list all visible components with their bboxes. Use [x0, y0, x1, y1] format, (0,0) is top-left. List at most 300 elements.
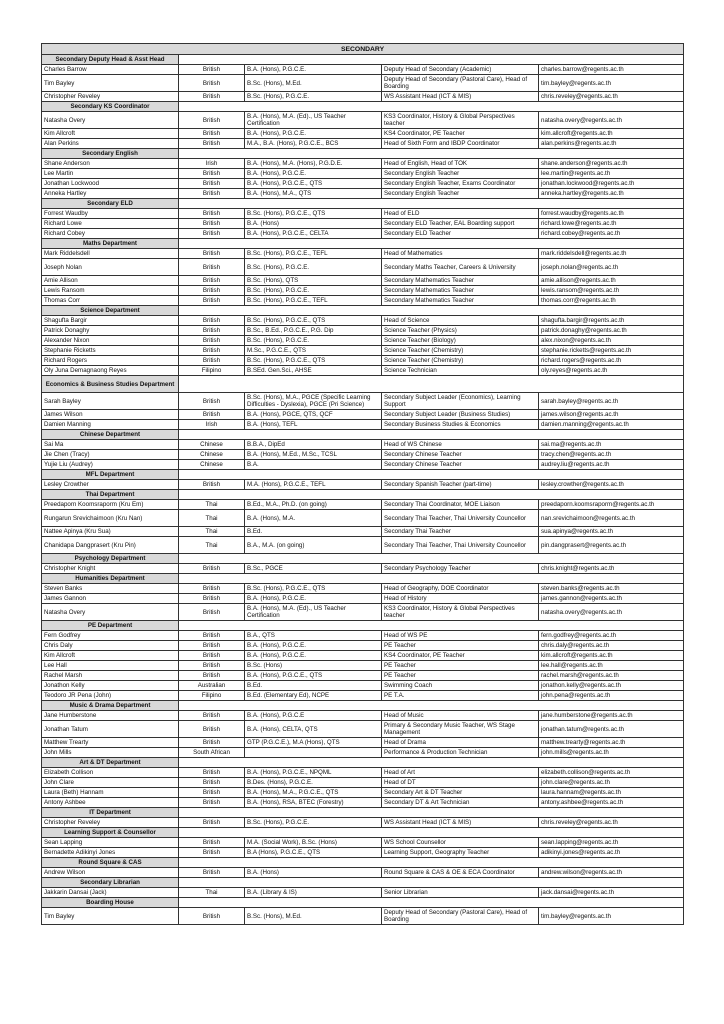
email-cell: kim.allcroft@regents.ac.th — [539, 651, 684, 661]
section-header-blank — [179, 490, 684, 500]
table-row — [42, 393, 684, 410]
email-cell: jonathon.kelly@regents.ac.th — [539, 681, 684, 691]
qualifications-cell: B.A. (Hons), P.G.C.E. — [245, 594, 382, 604]
table-row — [42, 346, 684, 356]
staff-name-cell: Antony Ashbee — [42, 798, 179, 808]
nationality-cell: Irish — [179, 159, 245, 169]
table-row — [42, 209, 684, 219]
email-cell: chris.reveley@regents.ac.th — [539, 818, 684, 828]
nationality-cell: British — [179, 356, 245, 366]
email-cell: sai.ma@regents.ac.th — [539, 440, 684, 450]
staff-name-cell: Richard Lowe — [42, 219, 179, 229]
table-row — [42, 711, 684, 721]
position-cell: Head of Drama — [382, 738, 539, 748]
table-row — [42, 868, 684, 878]
nationality-cell: Thai — [179, 500, 245, 510]
position-cell: Science Technician — [382, 366, 539, 376]
qualifications-cell: B.A. (Library & IS) — [245, 888, 382, 898]
staff-name-cell: Teodoro JR Pena (John) — [42, 691, 179, 701]
section-header-row — [42, 574, 684, 584]
position-cell: Secondary Thai Teacher — [382, 527, 539, 537]
email-cell: lesley.crowther@regents.ac.th — [539, 480, 684, 490]
qualifications-cell: B.A. (Hons), P.G.C.E. — [245, 129, 382, 139]
nationality-cell: British — [179, 259, 245, 276]
email-cell: jack.dansai@regents.ac.th — [539, 888, 684, 898]
section-heading: Secondary English — [42, 149, 179, 159]
nationality-cell: British — [179, 346, 245, 356]
qualifications-cell: B.A. (Hons), P.G.C.E., CELTA — [245, 229, 382, 239]
staff-name-cell: Kim Allcroft — [42, 129, 179, 139]
page-title: SECONDARY — [42, 44, 684, 55]
table-row — [42, 219, 684, 229]
staff-name-cell: Jonathan Tatum — [42, 721, 179, 738]
email-cell: charles.barrow@regents.ac.th — [539, 65, 684, 75]
section-header-row — [42, 701, 684, 711]
table-row — [42, 480, 684, 490]
qualifications-cell: B.A. (Hons), P.G.C.E., QTS — [245, 671, 382, 681]
email-cell: jonathan.tatum@regents.ac.th — [539, 721, 684, 738]
nationality-cell: British — [179, 249, 245, 259]
position-cell: Secondary Mathematics Teacher — [382, 286, 539, 296]
email-cell: fern.godfrey@regents.ac.th — [539, 631, 684, 641]
nationality-cell: British — [179, 584, 245, 594]
position-cell: PE Teacher — [382, 671, 539, 681]
section-heading: Science Department — [42, 306, 179, 316]
nationality-cell: British — [179, 641, 245, 651]
section-header-row — [42, 199, 684, 209]
staff-name-cell: John Clare — [42, 778, 179, 788]
email-cell: chris.reveley@regents.ac.th — [539, 92, 684, 102]
staff-name-cell: Alan Perkins — [42, 139, 179, 149]
section-heading: Maths Department — [42, 239, 179, 249]
section-header-blank — [179, 239, 684, 249]
section-heading: Chinese Department — [42, 430, 179, 440]
nationality-cell: British — [179, 129, 245, 139]
email-cell: rachel.marsh@regents.ac.th — [539, 671, 684, 681]
table-row — [42, 179, 684, 189]
email-cell: amie.allison@regents.ac.th — [539, 276, 684, 286]
qualifications-cell: B.A. (Hons), P.G.C.E., NPQML — [245, 768, 382, 778]
staff-name-cell: Elizabeth Collison — [42, 768, 179, 778]
staff-name-cell: Shane Anderson — [42, 159, 179, 169]
position-cell: Science Teacher (Biology) — [382, 336, 539, 346]
table-row — [42, 326, 684, 336]
nationality-cell: British — [179, 209, 245, 219]
position-cell: Swimming Coach — [382, 681, 539, 691]
qualifications-cell: B.A. (Hons), RSA, BTEC (Forestry) — [245, 798, 382, 808]
qualifications-cell: B.A., QTS — [245, 631, 382, 641]
nationality-cell: British — [179, 75, 245, 92]
nationality-cell: British — [179, 721, 245, 738]
table-row — [42, 450, 684, 460]
email-cell: kim.allcroft@regents.ac.th — [539, 129, 684, 139]
email-cell: james.wilson@regents.ac.th — [539, 410, 684, 420]
section-heading: Secondary Deputy Head & Asst Head — [42, 55, 179, 65]
staff-name-cell: Jane Humberstone — [42, 711, 179, 721]
staff-name-cell: Chanidapa Dangprasert (Kru Pin) — [42, 537, 179, 554]
staff-name-cell: Oly Juna Demagnaong Reyes — [42, 366, 179, 376]
staff-name-cell: Natasha Overy — [42, 112, 179, 129]
staff-name-cell: Yujie Liu (Audrey) — [42, 460, 179, 470]
qualifications-cell: B.Ed. — [245, 681, 382, 691]
staff-name-cell: Christopher Knight — [42, 564, 179, 574]
nationality-cell: British — [179, 336, 245, 346]
table-row — [42, 818, 684, 828]
nationality-cell: British — [179, 276, 245, 286]
position-cell: Secondary Chinese Teacher — [382, 460, 539, 470]
email-cell: sean.lapping@regents.ac.th — [539, 838, 684, 848]
position-cell: Secondary English Teacher — [382, 169, 539, 179]
section-header-blank — [179, 621, 684, 631]
position-cell: Round Square & CAS & OE & ECA Coordinator — [382, 868, 539, 878]
email-cell: thomas.corr@regents.ac.th — [539, 296, 684, 306]
position-cell: Secondary English Teacher — [382, 189, 539, 199]
qualifications-cell: B.A. (Hons), P.G.C.E. — [245, 651, 382, 661]
section-header-row — [42, 878, 684, 888]
section-header-row — [42, 102, 684, 112]
qualifications-cell: B.Sc. (Hons) — [245, 661, 382, 671]
table-row — [42, 139, 684, 149]
nationality-cell: British — [179, 778, 245, 788]
qualifications-cell: B.Ed. — [245, 527, 382, 537]
email-cell: alex.nixon@regents.ac.th — [539, 336, 684, 346]
staff-name-cell: Natasha Overy — [42, 604, 179, 621]
section-header-blank — [179, 554, 684, 564]
qualifications-cell: B.A. (Hons), M.A. (Hons), P.G.D.E. — [245, 159, 382, 169]
position-cell: KS3 Coordinator, History & Global Perspectives teacher — [382, 604, 539, 621]
nationality-cell: Irish — [179, 420, 245, 430]
qualifications-cell: B.A. (Hons), M.A., P.G.C.E., QTS — [245, 788, 382, 798]
staff-name-cell: Sarah Bayley — [42, 393, 179, 410]
position-cell: WS Assistant Head (ICT & MIS) — [382, 818, 539, 828]
position-cell: Head of WS PE — [382, 631, 539, 641]
nationality-cell: British — [179, 868, 245, 878]
email-cell: lee.martin@regents.ac.th — [539, 169, 684, 179]
position-cell: Learning Support, Geography Teacher — [382, 848, 539, 858]
section-header-blank — [179, 199, 684, 209]
position-cell: Head of Mathematics — [382, 249, 539, 259]
section-header-blank — [179, 149, 684, 159]
section-heading: Learning Support & Counsellor — [42, 828, 179, 838]
email-cell: damien.manning@regents.ac.th — [539, 420, 684, 430]
section-header-blank — [179, 858, 684, 868]
qualifications-cell: B.A. (Hons), P.G.C.E. — [245, 169, 382, 179]
qualifications-cell: B.Ed. (Elementary Ed), NCPE — [245, 691, 382, 701]
qualifications-cell: B.A. (Hons), M.A., QTS — [245, 189, 382, 199]
nationality-cell: British — [179, 139, 245, 149]
table-row — [42, 661, 684, 671]
section-header-blank — [179, 828, 684, 838]
section-header-blank — [179, 306, 684, 316]
email-cell: tracy.chen@regents.ac.th — [539, 450, 684, 460]
table-row — [42, 500, 684, 510]
table-row — [42, 169, 684, 179]
nationality-cell: British — [179, 189, 245, 199]
qualifications-cell: B.Sc. (Hons), M.A., PGCE (Specific Learning Difficulties - Dyslexia), PGCE (Pri Science) — [245, 393, 382, 410]
position-cell: Secondary Thai Teacher, Thai University Councellor — [382, 510, 539, 527]
section-header-blank — [179, 574, 684, 584]
staff-name-cell: Mark Riddelsdell — [42, 249, 179, 259]
nationality-cell: British — [179, 316, 245, 326]
nationality-cell: Thai — [179, 537, 245, 554]
nationality-cell: British — [179, 92, 245, 102]
qualifications-cell: B.A (Hons), P.G.C.E., QTS — [245, 848, 382, 858]
qualifications-cell: B.Sc. (Hons), P.G.C.E. — [245, 818, 382, 828]
staff-name-cell: Laura (Beth) Hannam — [42, 788, 179, 798]
position-cell: Secondary Business Studies & Economics — [382, 420, 539, 430]
section-heading: Secondary ELD — [42, 199, 179, 209]
position-cell: KS4 Coordinator, PE Teacher — [382, 651, 539, 661]
position-cell: Secondary Subject Leader (Business Studies) — [382, 410, 539, 420]
staff-name-cell: Christopher Reveley — [42, 818, 179, 828]
email-cell: oly.reyes@regents.ac.th — [539, 366, 684, 376]
nationality-cell: Thai — [179, 510, 245, 527]
staff-name-cell: Christopher Reveley — [42, 92, 179, 102]
table-row — [42, 748, 684, 758]
table-row — [42, 604, 684, 621]
nationality-cell: British — [179, 651, 245, 661]
nationality-cell: British — [179, 848, 245, 858]
section-header-blank — [179, 376, 684, 393]
nationality-cell: British — [179, 908, 245, 925]
nationality-cell: British — [179, 671, 245, 681]
nationality-cell: British — [179, 65, 245, 75]
table-row — [42, 420, 684, 430]
email-cell: shane.anderson@regents.ac.th — [539, 159, 684, 169]
nationality-cell: British — [179, 631, 245, 641]
section-heading: Humanities Department — [42, 574, 179, 584]
position-cell: Deputy Head of Secondary (Pastoral Care), Head of Boarding — [382, 75, 539, 92]
email-cell: joseph.nolan@regents.ac.th — [539, 259, 684, 276]
nationality-cell: British — [179, 393, 245, 410]
staff-name-cell: Alexander Nixon — [42, 336, 179, 346]
table-row — [42, 75, 684, 92]
qualifications-cell: B.A. (Hons), P.G.C.E., QTS — [245, 179, 382, 189]
position-cell: Head of Art — [382, 768, 539, 778]
qualifications-cell: B.A. (Hons), M.A. (Ed)., US Teacher Certification — [245, 112, 382, 129]
staff-name-cell: Jie Chen (Tracy) — [42, 450, 179, 460]
staff-name-cell: Thomas Corr — [42, 296, 179, 306]
staff-name-cell: Lewis Ransom — [42, 286, 179, 296]
table-row — [42, 316, 684, 326]
table-row — [42, 112, 684, 129]
staff-name-cell: Matthew Trearty — [42, 738, 179, 748]
email-cell: john.pena@regents.ac.th — [539, 691, 684, 701]
nationality-cell: British — [179, 326, 245, 336]
position-cell: PE Teacher — [382, 661, 539, 671]
nationality-cell: Chinese — [179, 440, 245, 450]
staff-name-cell: Steven Banks — [42, 584, 179, 594]
position-cell: Head of ELD — [382, 209, 539, 219]
position-cell: Secondary Maths Teacher, Careers & University — [382, 259, 539, 276]
qualifications-cell: B.Sc. (Hons), P.G.C.E. — [245, 286, 382, 296]
staff-table-body — [42, 44, 684, 925]
qualifications-cell: B.A. (Hons), P.G.C.E — [245, 711, 382, 721]
position-cell: Secondary Mathematics Teacher — [382, 276, 539, 286]
staff-name-cell: Charles Barrow — [42, 65, 179, 75]
position-cell: Secondary Thai Teacher, Thai University Councellor — [382, 537, 539, 554]
staff-name-cell: Rungarun Srevichaimoon (Kru Nan) — [42, 510, 179, 527]
qualifications-cell: B.A. — [245, 460, 382, 470]
position-cell: Deputy Head of Secondary (Academic) — [382, 65, 539, 75]
position-cell: WS School Counsellor — [382, 838, 539, 848]
table-row — [42, 336, 684, 346]
nationality-cell: British — [179, 564, 245, 574]
staff-name-cell: James Gannon — [42, 594, 179, 604]
qualifications-cell: B.A. (Hons), P.G.C.E. — [245, 641, 382, 651]
qualifications-cell: M.A., B.A. (Hons), P.G.C.E., BCS — [245, 139, 382, 149]
staff-name-cell: Joseph Nolan — [42, 259, 179, 276]
email-cell: nan.srevichaimoon@regents.ac.th — [539, 510, 684, 527]
position-cell: KS3 Coordinator, History & Global Perspectives teacher — [382, 112, 539, 129]
nationality-cell: Chinese — [179, 450, 245, 460]
staff-name-cell: Richard Rogers — [42, 356, 179, 366]
email-cell: steven.banks@regents.ac.th — [539, 584, 684, 594]
qualifications-cell: B.Sc. (Hons), P.G.C.E. — [245, 336, 382, 346]
nationality-cell: British — [179, 768, 245, 778]
table-row — [42, 410, 684, 420]
qualifications-cell: B.Ed., M.A., Ph.D. (on going) — [245, 500, 382, 510]
section-header-blank — [179, 701, 684, 711]
qualifications-cell: B.A. (Hons), P.G.C.E. — [245, 65, 382, 75]
section-header-row — [42, 470, 684, 480]
table-row — [42, 259, 684, 276]
table-row — [42, 65, 684, 75]
nationality-cell: British — [179, 661, 245, 671]
position-cell: Head of Sixth Form and IBDP Coordinator — [382, 139, 539, 149]
nationality-cell: Thai — [179, 888, 245, 898]
email-cell: laura.hannam@regents.ac.th — [539, 788, 684, 798]
qualifications-cell: B.A. (Hons), CELTA, QTS — [245, 721, 382, 738]
email-cell: adikinyi.jones@regents.ac.th — [539, 848, 684, 858]
qualifications-cell: B.A., M.A. (on going) — [245, 537, 382, 554]
table-row — [42, 738, 684, 748]
staff-name-cell: Sean Lapping — [42, 838, 179, 848]
nationality-cell: Filipino — [179, 366, 245, 376]
section-header-row — [42, 149, 684, 159]
position-cell: Secondary Subject Leader (Economics), Learning Support — [382, 393, 539, 410]
table-row — [42, 189, 684, 199]
table-row — [42, 681, 684, 691]
email-cell: elizabeth.collison@regents.ac.th — [539, 768, 684, 778]
section-header-row — [42, 858, 684, 868]
nationality-cell: British — [179, 798, 245, 808]
position-cell: Secondary ELD Teacher — [382, 229, 539, 239]
position-cell: PE Teacher — [382, 641, 539, 651]
nationality-cell: British — [179, 179, 245, 189]
position-cell: Secondary ELD Teacher, EAL Boarding support — [382, 219, 539, 229]
table-row — [42, 721, 684, 738]
email-cell: andrew.wilson@regents.ac.th — [539, 868, 684, 878]
staff-name-cell: Jonathan Lockwood — [42, 179, 179, 189]
staff-name-cell: Kim Allcroft — [42, 651, 179, 661]
staff-name-cell: Chris Daly — [42, 641, 179, 651]
table-row — [42, 537, 684, 554]
table-row — [42, 594, 684, 604]
nationality-cell: British — [179, 410, 245, 420]
table-row — [42, 798, 684, 808]
qualifications-cell: B.Sc. (Hons), P.G.C.E., TEFL — [245, 249, 382, 259]
position-cell: Science Teacher (Physics) — [382, 326, 539, 336]
nationality-cell: British — [179, 788, 245, 798]
qualifications-cell: B.Sc., B.Ed., P.G.C.E., P.G. Dip — [245, 326, 382, 336]
section-header-row — [42, 808, 684, 818]
qualifications-cell: B.Sc. (Hons), P.G.C.E. — [245, 92, 382, 102]
staff-name-cell: Bernadette Adikinyi Jones — [42, 848, 179, 858]
email-cell: richard.lowe@regents.ac.th — [539, 219, 684, 229]
position-cell: Head of Geography, DOE Coordinator — [382, 584, 539, 594]
email-cell: stephanie.ricketts@regents.ac.th — [539, 346, 684, 356]
position-cell: Head of English, Head of TOK — [382, 159, 539, 169]
table-row — [42, 296, 684, 306]
nationality-cell: British — [179, 594, 245, 604]
staff-name-cell: Nattee Apinya (Kru Sua) — [42, 527, 179, 537]
section-heading: Secondary KS Coordinator — [42, 102, 179, 112]
email-cell: shagufta.bargir@regents.ac.th — [539, 316, 684, 326]
email-cell: james.gannon@regents.ac.th — [539, 594, 684, 604]
staff-name-cell: Rachel Marsh — [42, 671, 179, 681]
email-cell: chris.knight@regents.ac.th — [539, 564, 684, 574]
qualifications-cell: B.B.A., DipEd — [245, 440, 382, 450]
table-row — [42, 229, 684, 239]
staff-name-cell: Fern Godfrey — [42, 631, 179, 641]
position-cell: Science Teacher (Chemistry) — [382, 356, 539, 366]
email-cell: richard.rogers@regents.ac.th — [539, 356, 684, 366]
nationality-cell: Chinese — [179, 460, 245, 470]
email-cell: audrey.liu@regents.ac.th — [539, 460, 684, 470]
qualifications-cell: B.Sc. (Hons), M.Ed. — [245, 75, 382, 92]
email-cell: jonathan.lockwood@regents.ac.th — [539, 179, 684, 189]
qualifications-cell: B.Sc., PGCE — [245, 564, 382, 574]
nationality-cell: British — [179, 286, 245, 296]
staff-name-cell: Andrew Wilson — [42, 868, 179, 878]
position-cell: Science Teacher (Chemistry) — [382, 346, 539, 356]
email-cell: tim.bayley@regents.ac.th — [539, 75, 684, 92]
qualifications-cell: B.A. (Hons), TEFL — [245, 420, 382, 430]
qualifications-cell: GTP (P.G.C.E.), M.A (Hons), QTS — [245, 738, 382, 748]
qualifications-cell — [245, 748, 382, 758]
nationality-cell: Filipino — [179, 691, 245, 701]
staff-name-cell: Jonathon Kelly — [42, 681, 179, 691]
section-header-blank — [179, 898, 684, 908]
section-heading: PE Department — [42, 621, 179, 631]
position-cell: WS Assistant Head (ICT & MIS) — [382, 92, 539, 102]
section-heading: Boarding House — [42, 898, 179, 908]
section-header-blank — [179, 55, 684, 65]
staff-name-cell: Preedaporn Koomsraporm (Kru Em) — [42, 500, 179, 510]
position-cell: Secondary Spanish Teacher (part-time) — [382, 480, 539, 490]
table-row — [42, 691, 684, 701]
table-row — [42, 651, 684, 661]
staff-name-cell: Richard Cobey — [42, 229, 179, 239]
email-cell: forrest.waudby@regents.ac.th — [539, 209, 684, 219]
qualifications-cell: B.Sc. (Hons), M.Ed. — [245, 908, 382, 925]
table-row — [42, 159, 684, 169]
qualifications-cell: M.A. (Social Work), B.Sc. (Hons) — [245, 838, 382, 848]
email-cell: tim.bayley@regents.ac.th — [539, 908, 684, 925]
position-cell: Secondary Art & DT Teacher — [382, 788, 539, 798]
table-row — [42, 641, 684, 651]
section-heading: Psychology Department — [42, 554, 179, 564]
position-cell: Secondary Psychology Teacher — [382, 564, 539, 574]
email-cell: lewis.ransom@regents.ac.th — [539, 286, 684, 296]
staff-name-cell: Damien Manning — [42, 420, 179, 430]
table-row — [42, 848, 684, 858]
qualifications-cell: B.Sc. (Hons), P.G.C.E., TEFL — [245, 296, 382, 306]
email-cell: john.mills@regents.ac.th — [539, 748, 684, 758]
email-cell: patrick.donaghy@regents.ac.th — [539, 326, 684, 336]
table-row — [42, 908, 684, 925]
